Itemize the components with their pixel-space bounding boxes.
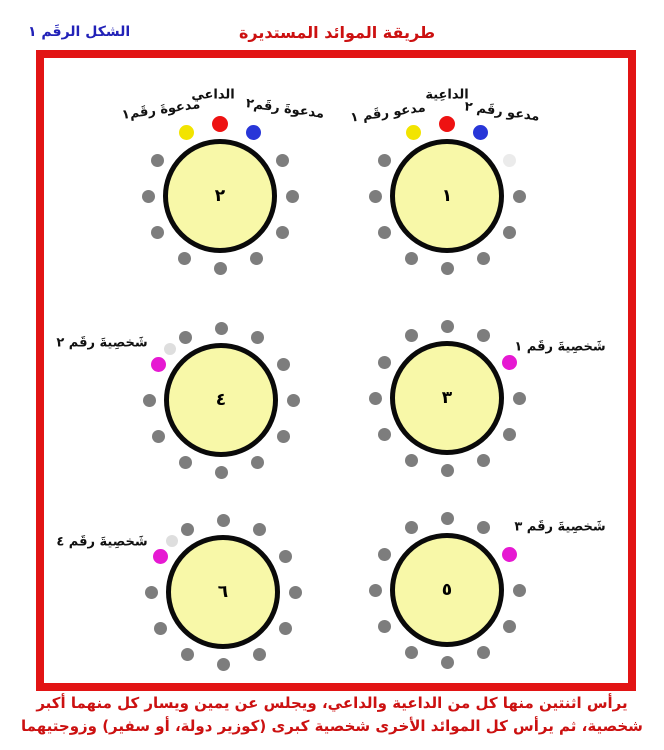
seat-dot bbox=[405, 454, 418, 467]
seat-dot bbox=[279, 550, 292, 563]
seat-dot bbox=[477, 521, 490, 534]
seat-dot bbox=[503, 620, 516, 633]
seat-dot bbox=[178, 252, 191, 265]
caption bbox=[0, 692, 664, 738]
seat-dot bbox=[286, 190, 299, 203]
seat-dot bbox=[181, 648, 194, 661]
table-5-number: ٥ bbox=[441, 580, 453, 600]
seat-dot bbox=[151, 154, 164, 167]
caption-line-1: يرأس اثنتين منها كل من الداعية والداعي، ويجلس عن يمين ويسار كل منهما أكبر bbox=[36, 694, 628, 712]
vip-seat-dot bbox=[153, 549, 168, 564]
hostess-seat-dot bbox=[439, 116, 455, 132]
seat-dot bbox=[181, 523, 194, 536]
seat-dot bbox=[513, 584, 526, 597]
table-4-circle bbox=[164, 343, 278, 457]
figure-number-label: الشكل الرقَم ١ bbox=[28, 24, 131, 40]
seat-dot bbox=[276, 226, 289, 239]
table-6-number: ٦ bbox=[217, 582, 229, 602]
seat-dot bbox=[143, 394, 156, 407]
table-2-guest1-label: مدعوةَ رقَم١ bbox=[120, 97, 202, 123]
seat-dot bbox=[277, 358, 290, 371]
seat-dot bbox=[369, 392, 382, 405]
figure-title: طريقة الموائد المستديرة bbox=[238, 23, 436, 42]
vip-seat-dot bbox=[502, 355, 517, 370]
seat-dot bbox=[253, 523, 266, 536]
seat-dot bbox=[154, 622, 167, 635]
seat-dot bbox=[287, 394, 300, 407]
seat-dot bbox=[369, 584, 382, 597]
table-3-circle bbox=[390, 341, 504, 455]
seat-dot bbox=[378, 548, 391, 561]
table-1-hostess-label: الداعِية bbox=[425, 87, 469, 103]
table-4-vip2-label: شَخصِيةَ رقَم ٢ bbox=[56, 335, 148, 351]
seat-dot bbox=[477, 454, 490, 467]
table-3-number: ٣ bbox=[441, 388, 453, 408]
table-1-guest2-label: مدعو رقَم ٢ bbox=[463, 99, 541, 125]
seat-dot bbox=[179, 331, 192, 344]
vip-seat-dot bbox=[151, 357, 166, 372]
seat-dot bbox=[276, 154, 289, 167]
seat-dot bbox=[277, 430, 290, 443]
seat-dot bbox=[405, 521, 418, 534]
seat-dot bbox=[378, 154, 391, 167]
seat-dot bbox=[217, 514, 230, 527]
seat-dot bbox=[217, 658, 230, 671]
seat-dot bbox=[503, 154, 516, 167]
table-2-guest2-label: مدعوةَ رقَم٢ bbox=[244, 96, 326, 122]
seat-dot bbox=[503, 428, 516, 441]
seat-dot bbox=[405, 252, 418, 265]
guest1-seat-dot bbox=[406, 125, 421, 140]
seat-dot bbox=[152, 430, 165, 443]
seat-dot bbox=[441, 320, 454, 333]
table-1-number: ١ bbox=[441, 186, 453, 206]
seat-dot bbox=[215, 322, 228, 335]
seat-dot bbox=[513, 392, 526, 405]
seat-dot bbox=[151, 226, 164, 239]
seat-dot bbox=[503, 226, 516, 239]
seat-dot bbox=[251, 331, 264, 344]
seat-dot bbox=[441, 464, 454, 477]
seat-dot bbox=[477, 646, 490, 659]
seat-dot bbox=[289, 586, 302, 599]
host-seat-dot bbox=[212, 116, 228, 132]
table-3-vip1-label: شَخصِيةَ رقَم ١ bbox=[514, 339, 606, 355]
seat-dot bbox=[142, 190, 155, 203]
seat-dot bbox=[441, 262, 454, 275]
table-6-circle bbox=[166, 535, 280, 649]
table-2-number: ٢ bbox=[214, 186, 226, 206]
seat-dot bbox=[179, 456, 192, 469]
guest1-seat-dot bbox=[179, 125, 194, 140]
table-6-vip4-label: شَخصِيةَ رقَم ٤ bbox=[56, 534, 148, 550]
table-5-circle bbox=[390, 533, 504, 647]
seat-dot bbox=[279, 622, 292, 635]
seat-dot bbox=[513, 190, 526, 203]
table-1-guest1-label: مدعو رقَم ١ bbox=[349, 100, 427, 126]
seat-dot bbox=[253, 648, 266, 661]
seat-dot bbox=[378, 226, 391, 239]
seat-dot bbox=[251, 456, 264, 469]
seat-dot bbox=[405, 646, 418, 659]
seat-dot bbox=[215, 466, 228, 479]
table-5-vip3-label: شَخصِيةَ رقَم ٣ bbox=[514, 519, 606, 535]
seat-dot bbox=[477, 252, 490, 265]
seat-dot bbox=[378, 428, 391, 441]
table-2-host-label: الداعي bbox=[191, 87, 235, 103]
seat-dot bbox=[378, 620, 391, 633]
seat-dot bbox=[378, 356, 391, 369]
seat-dot bbox=[477, 329, 490, 342]
seat-dot bbox=[250, 252, 263, 265]
diagram-frame bbox=[36, 50, 636, 691]
caption-line-2: شخصية، ثم يرأس كل الموائد الأخرى شخصية كبرى (كوزير دولة، أو سفير) وزوجتيهما bbox=[21, 717, 643, 735]
seat-dot bbox=[441, 512, 454, 525]
seat-dot bbox=[145, 586, 158, 599]
table-4-number: ٤ bbox=[215, 390, 227, 410]
seat-dot bbox=[369, 190, 382, 203]
seat-dot bbox=[405, 329, 418, 342]
table-2-circle bbox=[163, 139, 277, 253]
seat-dot bbox=[214, 262, 227, 275]
vip-seat-dot bbox=[502, 547, 517, 562]
seat-dot bbox=[441, 656, 454, 669]
table-1-circle bbox=[390, 139, 504, 253]
